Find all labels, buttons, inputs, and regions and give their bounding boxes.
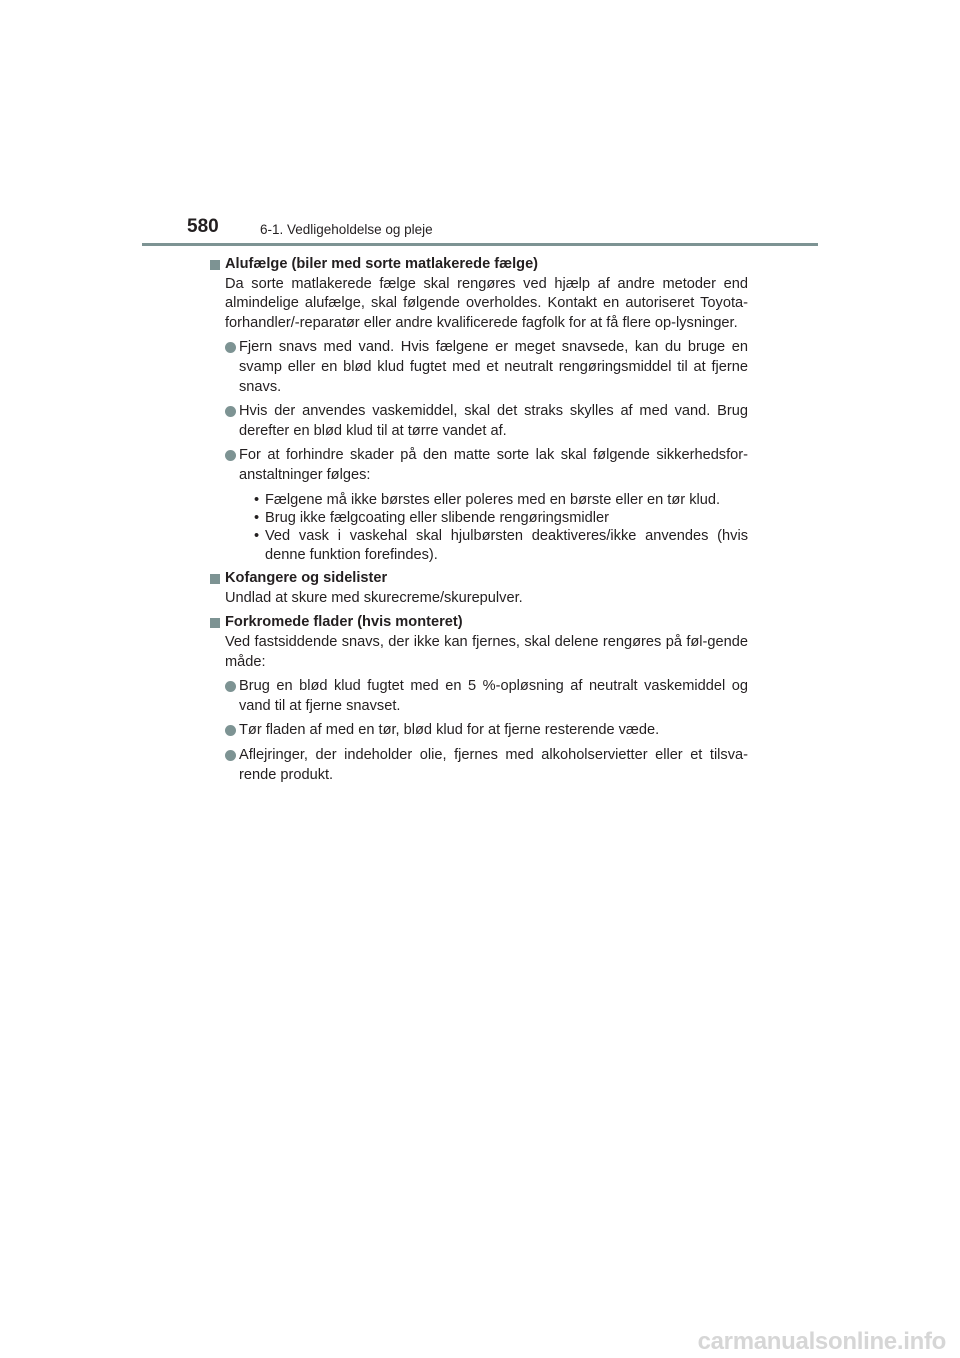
watermark: carmanualsonline.info	[697, 1328, 946, 1355]
dot-bullet-icon: •	[254, 491, 260, 508]
heading-text: Kofangere og sidelister	[225, 570, 388, 587]
bullet-list	[210, 677, 748, 785]
heading-alufaelge	[210, 255, 748, 275]
circle-bullet-icon	[225, 406, 236, 417]
paragraph: Undlad at skure med skurecreme/skurepulver.	[225, 589, 523, 606]
square-bullet-icon	[210, 574, 220, 584]
sub-list-item-text: Ved vask i vaskehal skal hjulbørsten deaktiveres/ikke anvendes (hvis denne funktion forefindes).	[265, 528, 748, 563]
dot-bullet-icon: •	[254, 528, 260, 545]
sub-list-item	[253, 527, 748, 564]
square-bullet-icon	[210, 618, 220, 628]
list-item	[225, 677, 748, 716]
circle-bullet-icon	[225, 681, 236, 692]
circle-bullet-icon	[225, 450, 236, 461]
header-rule	[142, 243, 818, 246]
list-item-text: Hvis der anvendes vaskemiddel, skal det straks skylles af med vand. Brug derefter en blød klud til at tørre vandet af.	[239, 403, 748, 439]
bullet-list	[210, 338, 748, 564]
list-item	[225, 446, 748, 564]
list-item-text: Aflejringer, der indeholder olie, fjernes med alkoholservietter eller et tilsva-rende produkt.	[239, 746, 748, 783]
list-item	[225, 721, 748, 741]
sub-list-item-text: Fælgene må ikke børstes eller poleres med en børste eller en tør klud.	[265, 491, 721, 508]
sub-list-item-text: Brug ikke fælgcoating eller slibende rengøringsmidler	[265, 509, 609, 526]
dot-bullet-icon: •	[254, 509, 260, 526]
list-item-text: For at forhindre skader på den matte sorte lak skal følgende sikkerhedsfor-anstaltninger følges:	[239, 447, 748, 483]
list-item	[225, 402, 748, 441]
heading-kofangere	[210, 569, 748, 589]
paragraph: Ved fastsiddende snavs, der ikke kan fjernes, skal delene rengøres på føl-gende måde:	[225, 633, 748, 670]
paragraph: Da sorte matlakerede fælge skal rengøres ved hjælp af andre metoder end almindelige alufælge, skal følgende overholdes. Kontakt en autoriseret Toyota-forhandler/-reparatør eller andre kvalificerede fagfolk for at få flere op-lysninger.	[225, 275, 748, 331]
heading-forkromede	[210, 613, 748, 633]
circle-bullet-icon	[225, 750, 236, 761]
page-number: 580	[187, 216, 219, 237]
circle-bullet-icon	[225, 725, 236, 736]
heading-text: Forkromede flader (hvis monteret)	[225, 614, 463, 631]
list-item	[225, 338, 748, 397]
list-item-text: Brug en blød klud fugtet med en 5 %-opløsning af neutralt vaskemiddel og vand til at fjerne snavset.	[239, 678, 748, 714]
sub-list-item	[253, 491, 748, 509]
sub-list-item	[253, 509, 748, 527]
page-content	[210, 254, 748, 785]
circle-bullet-icon	[225, 342, 236, 353]
heading-text: Alufælge (biler med sorte matlakerede fælge)	[225, 256, 539, 272]
section-title: 6-1. Vedligeholdelse og pleje	[260, 222, 433, 237]
list-item-text: Tør fladen af med en tør, blød klud for at fjerne resterende væde.	[239, 722, 660, 739]
sub-list	[239, 491, 748, 565]
square-bullet-icon	[210, 260, 220, 270]
list-item	[225, 746, 748, 785]
list-item-text: Fjern snavs med vand. Hvis fælgene er meget snavsede, kan du bruge en svamp eller en blød klud fugtet med et neutralt rengøringsmiddel til at fjerne snavs.	[239, 339, 748, 395]
